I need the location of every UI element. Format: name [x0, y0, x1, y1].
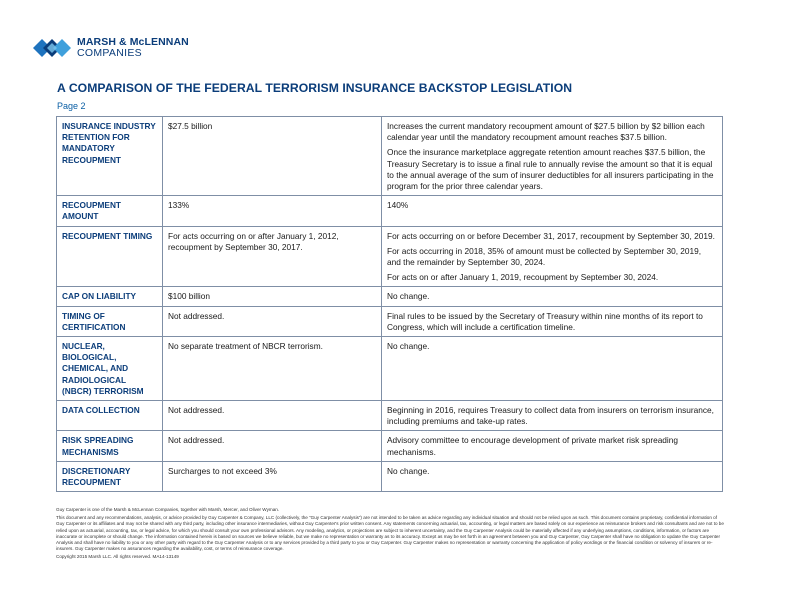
table-row: [57, 461, 723, 491]
row-category: DATA COLLECTION: [57, 401, 163, 431]
page-title: A COMPARISON OF THE FEDERAL TERRORISM INSURANCE BACKSTOP LEGISLATION: [57, 81, 573, 95]
row-category: RISK SPREADING MECHANISMS: [57, 431, 163, 461]
logo-line1: MARSH & McLENNAN: [77, 36, 189, 48]
current-provision: For acts occurring on or after January 1, 2012, recoupment by September 30, 2017.: [163, 226, 382, 287]
table-row: [57, 401, 723, 431]
current-provision: Surcharges to not exceed 3%: [163, 461, 382, 491]
current-provision: $100 billion: [163, 287, 382, 306]
row-category: RECOUPMENT AMOUNT: [57, 196, 163, 226]
new-provision: [382, 461, 723, 491]
table-row: [57, 226, 723, 287]
table-row: [57, 196, 723, 226]
row-category: DISCRETIONARY RECOUPMENT: [57, 461, 163, 491]
new-provision-paragraph: Once the insurance marketplace aggregate retention amount reaches $37.5 billion, the Treasury Secretary is to issue a final rule to annually revise the amount so that it is equal to the annual average of the sum of insurer deductibles for all insurers participating in the program for the prior three calendar years.: [387, 147, 714, 192]
table-row: [57, 306, 723, 336]
table-row: [57, 337, 723, 401]
new-provision-paragraph: Final rules to be issued by the Secretary of Treasury within nine months of its report to Congress, which will include a certification timeline.: [387, 310, 703, 332]
new-provision: [382, 117, 723, 196]
company-logo: [33, 37, 189, 59]
new-provision-paragraph: For acts occurring in 2018, 35% of amount must be collected by September 30, 2019, and the remainder by September 30, 2024.: [387, 245, 702, 268]
table-row: [57, 431, 723, 461]
comparison-table: [56, 116, 723, 492]
footer-copyright: Copyright 2015 Marsh LLC. All rights reserved. MA14-13149: [56, 554, 179, 560]
row-category: TIMING OF CERTIFICATION: [57, 306, 163, 336]
new-provision: [382, 431, 723, 461]
new-provision-paragraph: Advisory committee to encourage development of private market risk spreading mechanisms.: [387, 435, 678, 457]
row-category: RECOUPMENT TIMING: [57, 226, 163, 287]
current-provision: Not addressed.: [163, 306, 382, 336]
table-row: [57, 117, 723, 196]
footer-disclaimer: This document and any recommendations, analysis, or advice provided by Guy Carpenter & Company, LLC (collectively, the “Guy Carpenter Analysis”) are not intended to be taken as advice regarding any individual situation and should not be relied upon as such. This document contains proprietary, confidential information of Guy Carpenter or its affiliates and may not be shared with any third party, including other insurance intermediaries, without Guy Carpenter's prior written consent. Any statements concerning actuarial, tax, accounting, or legal matters are based solely on our experience as reinsurance brokers and risk consultants and are not to be relied upon as actuarial, accounting, tax, or legal advice, for which you should consult your own professional advisors. Any modeling, analytics, or projections are subject to inherent uncertainty, and the Guy Carpenter Analysis could be materially affected if any underlying assumptions, conditions, information, or factors are inaccurate or incomplete or should change. The information contained herein is based on sources we believe reliable, but we make no representation or warranty as to its accuracy. Except as may be set forth in an agreement between you and Guy Carpenter, Guy Carpenter shall have no obligation to update the Guy Carpenter Analysis and shall have no liability to you or any other party with regard to the Guy Carpenter Analysis or to any services provided by a third party to you or Guy Carpenter. Guy Carpenter makes no representation or warranty concerning the application of policy wordings or the financial condition or solvency of insurers or re-insurers. Guy Carpenter makes no assurances regarding the availability, cost, or terms of reinsurance coverage.: [56, 515, 724, 552]
new-provision-paragraph: No change.: [387, 341, 430, 352]
page-number: Page 2: [57, 101, 86, 111]
footer: [56, 507, 724, 563]
new-provision: [382, 287, 723, 306]
current-provision: 133%: [163, 196, 382, 226]
new-provision-paragraph: Increases the current mandatory recoupment amount of $27.5 billion by $2 billion each calendar year until the mandatory recoupment amount reaches $37.5 billion.: [387, 121, 705, 143]
row-category: NUCLEAR, BIOLOGICAL, CHEMICAL, AND RADIOLOGICAL (NBCR) TERRORISM: [57, 337, 163, 401]
current-provision: Not addressed.: [163, 401, 382, 431]
table-row: [57, 287, 723, 306]
current-provision: $27.5 billion: [163, 117, 382, 196]
new-provision-paragraph: 140%: [387, 200, 409, 211]
new-provision-paragraph: No change.: [387, 291, 430, 302]
marsh-mclennan-logo-icon: [33, 37, 71, 59]
current-provision: No separate treatment of NBCR terrorism.: [163, 337, 382, 401]
logo-line2: COMPANIES: [77, 47, 142, 59]
new-provision: [382, 196, 723, 226]
new-provision-paragraph: Beginning in 2016, requires Treasury to collect data from insurers on terrorism insurance, including premiums and take-up rates.: [387, 405, 714, 427]
new-provision-paragraph: For acts on or after January 1, 2019, recoupment by September 30, 2024.: [387, 272, 659, 283]
row-category: CAP ON LIABILITY: [57, 287, 163, 306]
new-provision-paragraph: No change.: [387, 465, 430, 476]
new-provision-paragraph: For acts occurring on or before December 31, 2017, recoupment by September 30, 2019.: [387, 230, 715, 241]
new-provision: [382, 226, 723, 287]
row-category: INSURANCE INDUSTRY RETENTION FOR MANDATORY RECOUPMENT: [57, 117, 163, 196]
new-provision: [382, 401, 723, 431]
new-provision: [382, 337, 723, 401]
new-provision: [382, 306, 723, 336]
current-provision: Not addressed.: [163, 431, 382, 461]
footer-affiliation: Guy Carpenter is one of the Marsh & McLennan Companies, together with Marsh, Mercer, and Oliver Wyman.: [56, 507, 280, 512]
